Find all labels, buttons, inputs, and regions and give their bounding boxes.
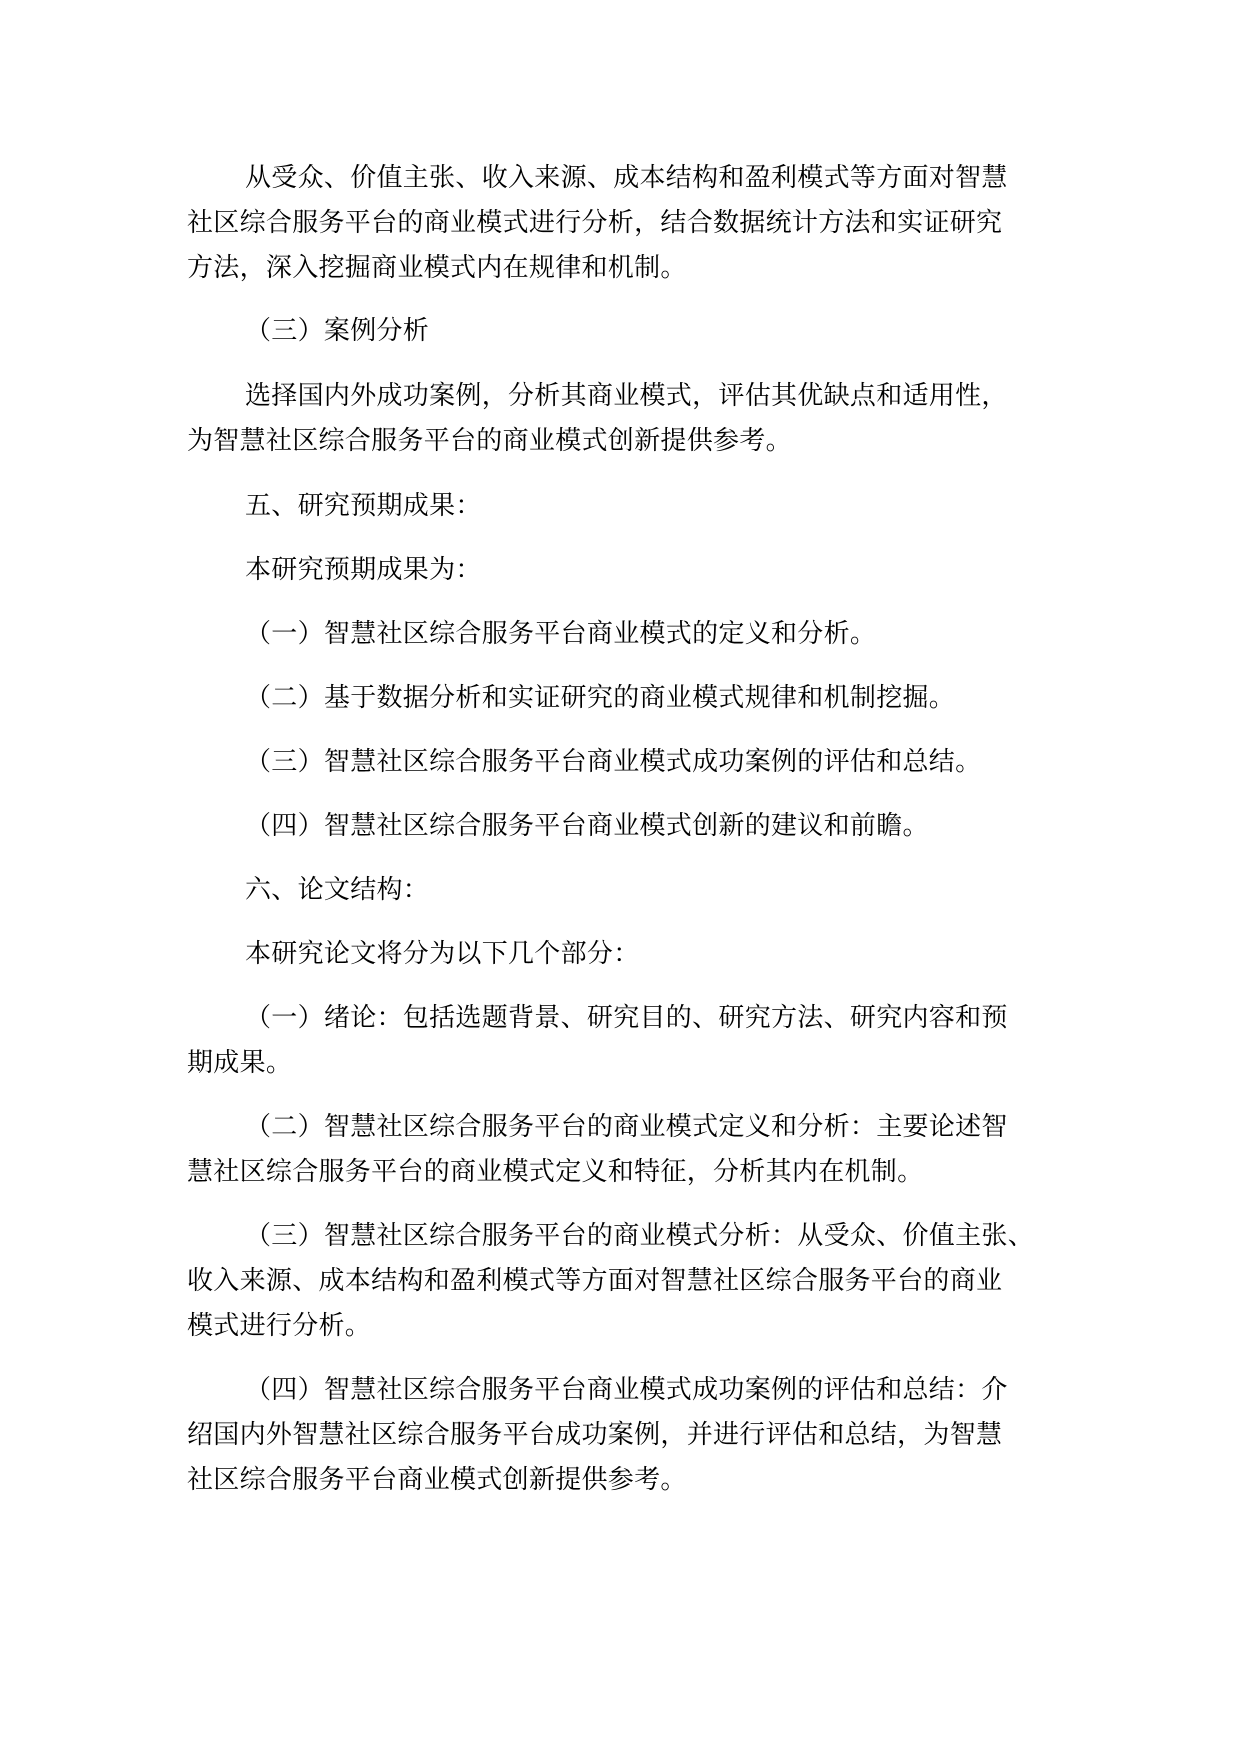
list-item-result-3 xyxy=(187,740,1067,785)
list-item-section-1 xyxy=(187,996,1067,1086)
paragraph-line: 方法，深入挖掘商业模式内在规律和机制。 xyxy=(187,253,687,283)
paragraph-line: 本研究论文将分为以下几个部分： xyxy=(245,939,640,969)
list-item-text: （四）智慧社区综合服务平台商业模式创新的建议和前瞻。 xyxy=(245,811,929,841)
paragraph-line: 社区综合服务平台的商业模式进行分析，结合数据统计方法和实证研究 xyxy=(187,208,1003,238)
list-item-result-1 xyxy=(187,612,1067,657)
list-item-line: 收入来源、成本结构和盈利模式等方面对智慧社区综合服务平台的商业 xyxy=(187,1266,1003,1296)
paragraph-case-selection xyxy=(187,374,1067,464)
heading-expected-results xyxy=(187,484,1067,529)
list-item-line: （三）智慧社区综合服务平台的商业模式分析：从受众、价值主张、 xyxy=(245,1221,1035,1251)
list-item-section-4 xyxy=(187,1368,1067,1503)
paragraph-line: 从受众、价值主张、收入来源、成本结构和盈利模式等方面对智慧 xyxy=(245,163,1008,193)
list-item-line: 慧社区综合服务平台的商业模式定义和特征，分析其内在机制。 xyxy=(187,1157,924,1187)
list-item-text: （二）基于数据分析和实证研究的商业模式规律和机制挖掘。 xyxy=(245,683,956,713)
heading-text: 五、研究预期成果： xyxy=(245,491,482,521)
list-item-section-3 xyxy=(187,1214,1067,1349)
list-item-result-4 xyxy=(187,804,1067,849)
heading-text: （三）案例分析 xyxy=(245,316,430,346)
list-item-line: 期成果。 xyxy=(187,1048,293,1078)
list-item-line: 社区综合服务平台商业模式创新提供参考。 xyxy=(187,1465,687,1495)
list-item-line: （二）智慧社区综合服务平台的商业模式定义和分析：主要论述智 xyxy=(245,1112,1008,1142)
list-item-line: 模式进行分析。 xyxy=(187,1311,372,1341)
list-item-line: （一）绪论：包括选题背景、研究目的、研究方法、研究内容和预 xyxy=(245,1003,1008,1033)
heading-thesis-structure xyxy=(187,868,1067,913)
paragraph-results-intro xyxy=(187,548,1067,593)
paragraph-line: 选择国内外成功案例，分析其商业模式，评估其优缺点和适用性， xyxy=(245,381,1008,411)
paragraph-analysis-method xyxy=(187,156,1067,291)
list-item-text: （一）智慧社区综合服务平台商业模式的定义和分析。 xyxy=(245,619,877,649)
heading-text: 六、论文结构： xyxy=(245,875,430,905)
paragraph-structure-intro xyxy=(187,932,1067,977)
list-item-line: 绍国内外智慧社区综合服务平台成功案例，并进行评估和总结，为智慧 xyxy=(187,1420,1003,1450)
heading-case-analysis xyxy=(187,309,1067,354)
paragraph-line: 本研究预期成果为： xyxy=(245,555,482,585)
document-body xyxy=(187,156,1067,1503)
list-item-text: （三）智慧社区综合服务平台商业模式成功案例的评估和总结。 xyxy=(245,747,982,777)
list-item-line: （四）智慧社区综合服务平台商业模式成功案例的评估和总结：介 xyxy=(245,1375,1008,1405)
paragraph-line: 为智慧社区综合服务平台的商业模式创新提供参考。 xyxy=(187,426,792,456)
list-item-result-2 xyxy=(187,676,1067,721)
list-item-section-2 xyxy=(187,1105,1067,1195)
